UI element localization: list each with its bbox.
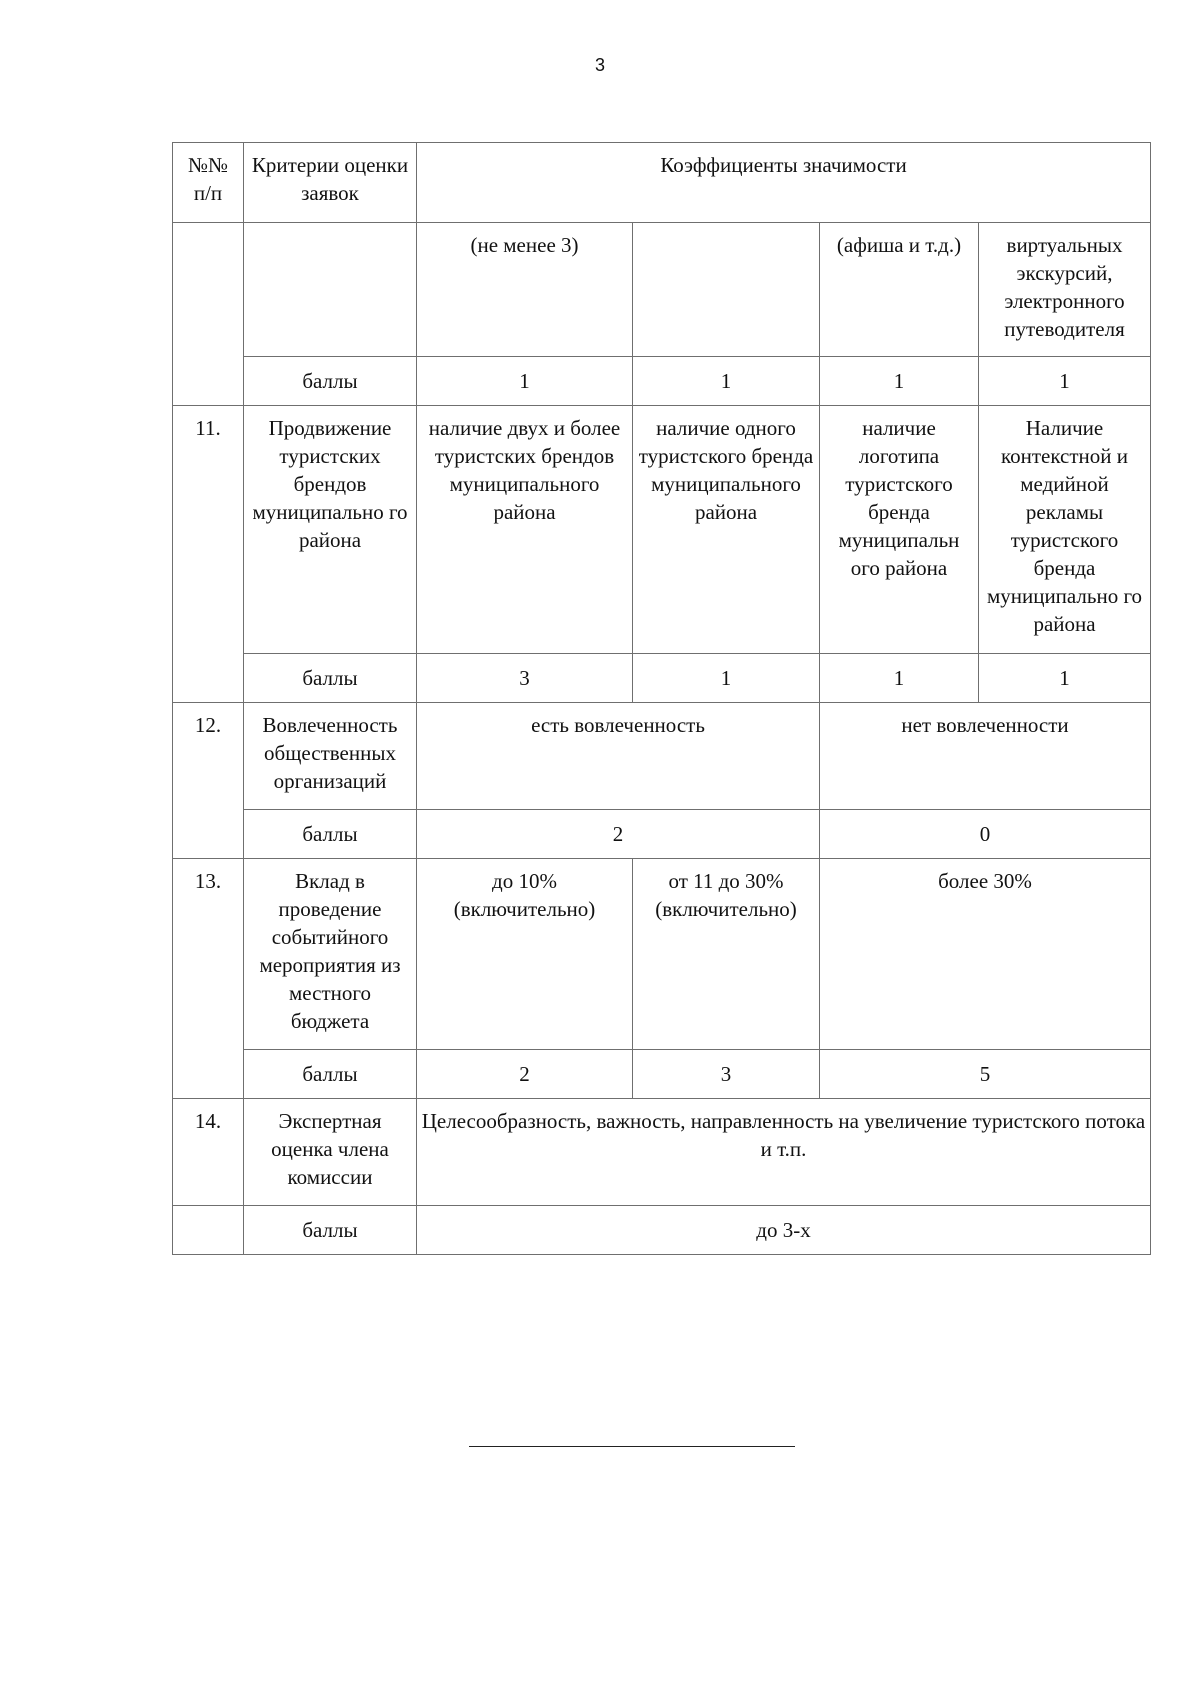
option-cell: виртуальных экскурсий, электронного путеводителя — [979, 223, 1151, 357]
header-row — [173, 143, 1151, 223]
points-label: баллы — [244, 1050, 417, 1099]
points-value: 1 — [820, 654, 979, 703]
points-value: 2 — [417, 810, 820, 859]
table-row — [173, 406, 1151, 654]
option-cell: от 11 до 30% (включительно) — [633, 859, 820, 1050]
option-cell: Целесообразность, важность, направленность на увеличение туристского потока и т.п. — [417, 1099, 1151, 1206]
option-cell — [633, 223, 820, 357]
points-value: 3 — [417, 654, 633, 703]
criterion-cell: Экспертная оценка члена комиссии — [244, 1099, 417, 1206]
points-value: 1 — [633, 357, 820, 406]
criterion-cell: Вовлеченность общественных организаций — [244, 703, 417, 810]
points-row — [173, 654, 1151, 703]
points-value: 5 — [820, 1050, 1151, 1099]
points-row — [173, 810, 1151, 859]
row-number: 11. — [173, 406, 244, 703]
table-row — [173, 223, 1151, 357]
row-number: 12. — [173, 703, 244, 859]
points-label: баллы — [244, 357, 417, 406]
option-cell: наличие одного туристского бренда муниципального района — [633, 406, 820, 654]
footer-rule — [469, 1446, 795, 1447]
option-cell: более 30% — [820, 859, 1151, 1050]
points-value: 1 — [633, 654, 820, 703]
points-label: баллы — [244, 1206, 417, 1255]
points-value: 3 — [633, 1050, 820, 1099]
row-number — [173, 223, 244, 406]
points-value: до 3-х — [417, 1206, 1151, 1255]
option-cell: нет вовлеченности — [820, 703, 1151, 810]
table-row — [173, 859, 1151, 1050]
points-value: 0 — [820, 810, 1151, 859]
criterion-cell — [244, 223, 417, 357]
header-criteria: Критерии оценки заявок — [244, 143, 417, 223]
option-cell: до 10% (включительно) — [417, 859, 633, 1050]
option-cell: наличие двух и более туристских брендов муниципального района — [417, 406, 633, 654]
table-row — [173, 1099, 1151, 1206]
page-number: 3 — [594, 55, 605, 75]
points-row — [173, 1050, 1151, 1099]
header-num: №№ п/п — [173, 143, 244, 223]
points-label: баллы — [244, 810, 417, 859]
criteria-table — [172, 142, 1151, 1255]
points-value: 1 — [979, 357, 1151, 406]
criterion-cell: Продвижение туристских брендов муниципально го района — [244, 406, 417, 654]
points-row — [173, 1206, 1151, 1255]
row-number: 13. — [173, 859, 244, 1099]
option-cell: (афиша и т.д.) — [820, 223, 979, 357]
option-cell: Наличие контекстной и медийной рекламы туристского бренда муниципально го района — [979, 406, 1151, 654]
header-coefficients: Коэффициенты значимости — [417, 143, 1151, 223]
points-value: 1 — [417, 357, 633, 406]
points-label: баллы — [244, 654, 417, 703]
option-cell: наличие логотипа туристского бренда муниципальн ого района — [820, 406, 979, 654]
points-value: 1 — [820, 357, 979, 406]
points-value: 2 — [417, 1050, 633, 1099]
table-row — [173, 703, 1151, 810]
option-cell: есть вовлеченность — [417, 703, 820, 810]
option-cell: (не менее 3) — [417, 223, 633, 357]
row-number: 14. — [173, 1099, 244, 1206]
points-value: 1 — [979, 654, 1151, 703]
row-number — [173, 1206, 244, 1255]
criterion-cell: Вклад в проведение событийного мероприятия из местного бюджета — [244, 859, 417, 1050]
points-row — [173, 357, 1151, 406]
